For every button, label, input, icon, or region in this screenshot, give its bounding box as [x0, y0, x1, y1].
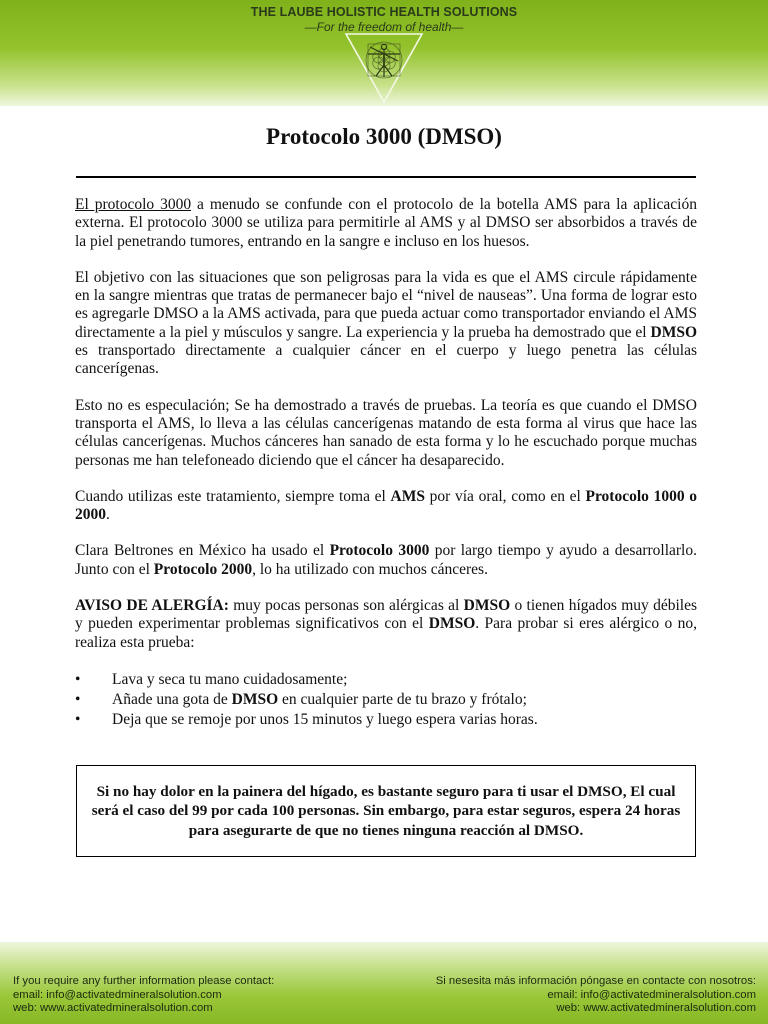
document-body — [75, 196, 697, 730]
bullet-icon: • — [75, 710, 81, 728]
emphasis-dmso: DMSO — [428, 615, 476, 633]
page-header — [0, 0, 768, 106]
bullet-icon: • — [75, 690, 81, 708]
emphasis-protocol-1000-2000: Protocolo 1000 o 2000 — [75, 487, 697, 524]
paragraph-text: a menudo se confunde con el protocolo de la botella AMS para la aplicación externa. El protocolo 3000 se utiliza para permitirle al AMS y al DMSO ser absorbidos a través de la piel penetrando tumores, entrando en la sangre e incluso en los huesos. — [75, 196, 697, 250]
allergy-warning-heading: AVISO DE ALERGÍA: — [75, 597, 229, 615]
paragraph-evidence: Esto no es especulación; Se ha demostrado a través de pruebas. La teoría es que cuando el DMSO transporta el AMS, lo lleva a las células cancerígenas matando de esta forma al virus que hace las células cancerígenas. Muchos cánceres han sanado de esta forma y lo he escuchado porque muchas personas me han telefoneado diciendo que el cáncer ha desaparecido. — [75, 396, 697, 469]
paragraph-text: . — [106, 506, 110, 524]
brand-tagline: —For the freedom of health— — [304, 20, 464, 34]
footer-contact-prompt: If you require any further information please contact: — [13, 975, 275, 987]
paragraph-text: por largo tiempo y ayudo a desarrollarlo. Junto con el — [75, 542, 697, 578]
emphasis-protocol-3000: Protocolo 3000 — [329, 542, 430, 560]
paragraph-text: , lo ha utilizado con muchos cánceres. — [252, 560, 488, 578]
footer-contact-spanish — [436, 975, 756, 1016]
vitruvian-logo-icon — [342, 32, 426, 104]
paragraph-clara — [75, 542, 697, 579]
emphasis-dmso: DMSO — [463, 597, 511, 615]
list-item — [75, 690, 697, 710]
footer-email[interactable]: email: info@activatedmineralsolution.com — [547, 988, 756, 1001]
document-title: Protocolo 3000 (DMSO) — [266, 124, 502, 149]
protocol-3000-link[interactable]: El protocolo 3000 — [75, 196, 192, 213]
paragraph-text: Clara Beltrones en México ha usado el — [75, 542, 330, 560]
paragraph-text: o tienen hígados muy débiles y pueden experimentar problemas significativos con el — [75, 597, 697, 633]
paragraph-text: muy pocas personas son alérgicas al — [228, 597, 464, 615]
paragraph-text: . Para probar si eres alérgico o no, realiza esta prueba: — [75, 615, 697, 651]
footer-contact-english — [13, 975, 274, 1016]
paragraph-text: Cuando utilizas este tratamiento, siempre toma el — [75, 487, 391, 505]
paragraph-treatment — [75, 488, 697, 525]
list-item-text: Añade una gota de — [112, 690, 232, 708]
title-divider — [76, 176, 696, 178]
emphasis-dmso: DMSO — [231, 690, 279, 708]
footer-email[interactable]: email: info@activatedmineralsolution.com — [13, 988, 222, 1001]
safety-notice-text: Si no hay dolor en la painera del hígado, es bastante seguro para ti usar el DMSO, El cual será el caso del 99 por cada 100 personas. Sin embargo, para estar seguros, espera 24 horas para asegurarte de que no tienes ninguna reacción al DMSO. — [91, 782, 681, 839]
paragraph-intro — [75, 196, 697, 251]
paragraph-objective — [75, 269, 697, 379]
allergy-test-steps — [75, 670, 697, 730]
emphasis-protocol-2000: Protocolo 2000 — [153, 560, 253, 578]
list-item-text: Lava y seca tu mano cuidadosamente; — [112, 670, 348, 688]
page-footer — [0, 942, 768, 1024]
paragraph-text: por vía oral, como en el — [424, 487, 586, 505]
emphasis-ams: AMS — [390, 487, 425, 505]
list-item — [75, 670, 697, 690]
list-item-text: en cualquier parte de tu brazo y frótalo; — [278, 690, 527, 708]
bullet-icon: • — [75, 670, 81, 688]
paragraph-allergy-warning — [75, 597, 697, 652]
footer-web[interactable]: web: www.activatedmineralsolution.com — [556, 1002, 756, 1014]
emphasis-dmso: DMSO — [650, 323, 697, 341]
brand-name: THE LAUBE HOLISTIC HEALTH SOLUTIONS — [250, 5, 518, 19]
list-item — [75, 710, 697, 730]
paragraph-text: es transportado directamente a cualquier cáncer en el cuerpo y luego penetra las células cancerígenas. — [75, 342, 697, 378]
paragraph-text: El objetivo con las situaciones que son peligrosas para la vida es que el AMS circule rápidamente en la sangre mientras que tratas de permanecer bajo el “nivel de nauseas”. Una forma de lograr esto es agregarle DMSO a la AMS activada, para que pueda actuar como transportador enviando el AMS directamente a la piel y músculos y sangre. La experiencia y la prueba ha demostrado que el — [75, 268, 697, 341]
list-item-text: Deja que se remoje por unos 15 minutos y luego espera varias horas. — [112, 710, 538, 728]
footer-contact-prompt: Si nesesita más información póngase en contacte con nosotros: — [435, 975, 756, 987]
footer-web[interactable]: web: www.activatedmineralsolution.com — [13, 1002, 213, 1014]
safety-notice-box — [76, 765, 696, 857]
